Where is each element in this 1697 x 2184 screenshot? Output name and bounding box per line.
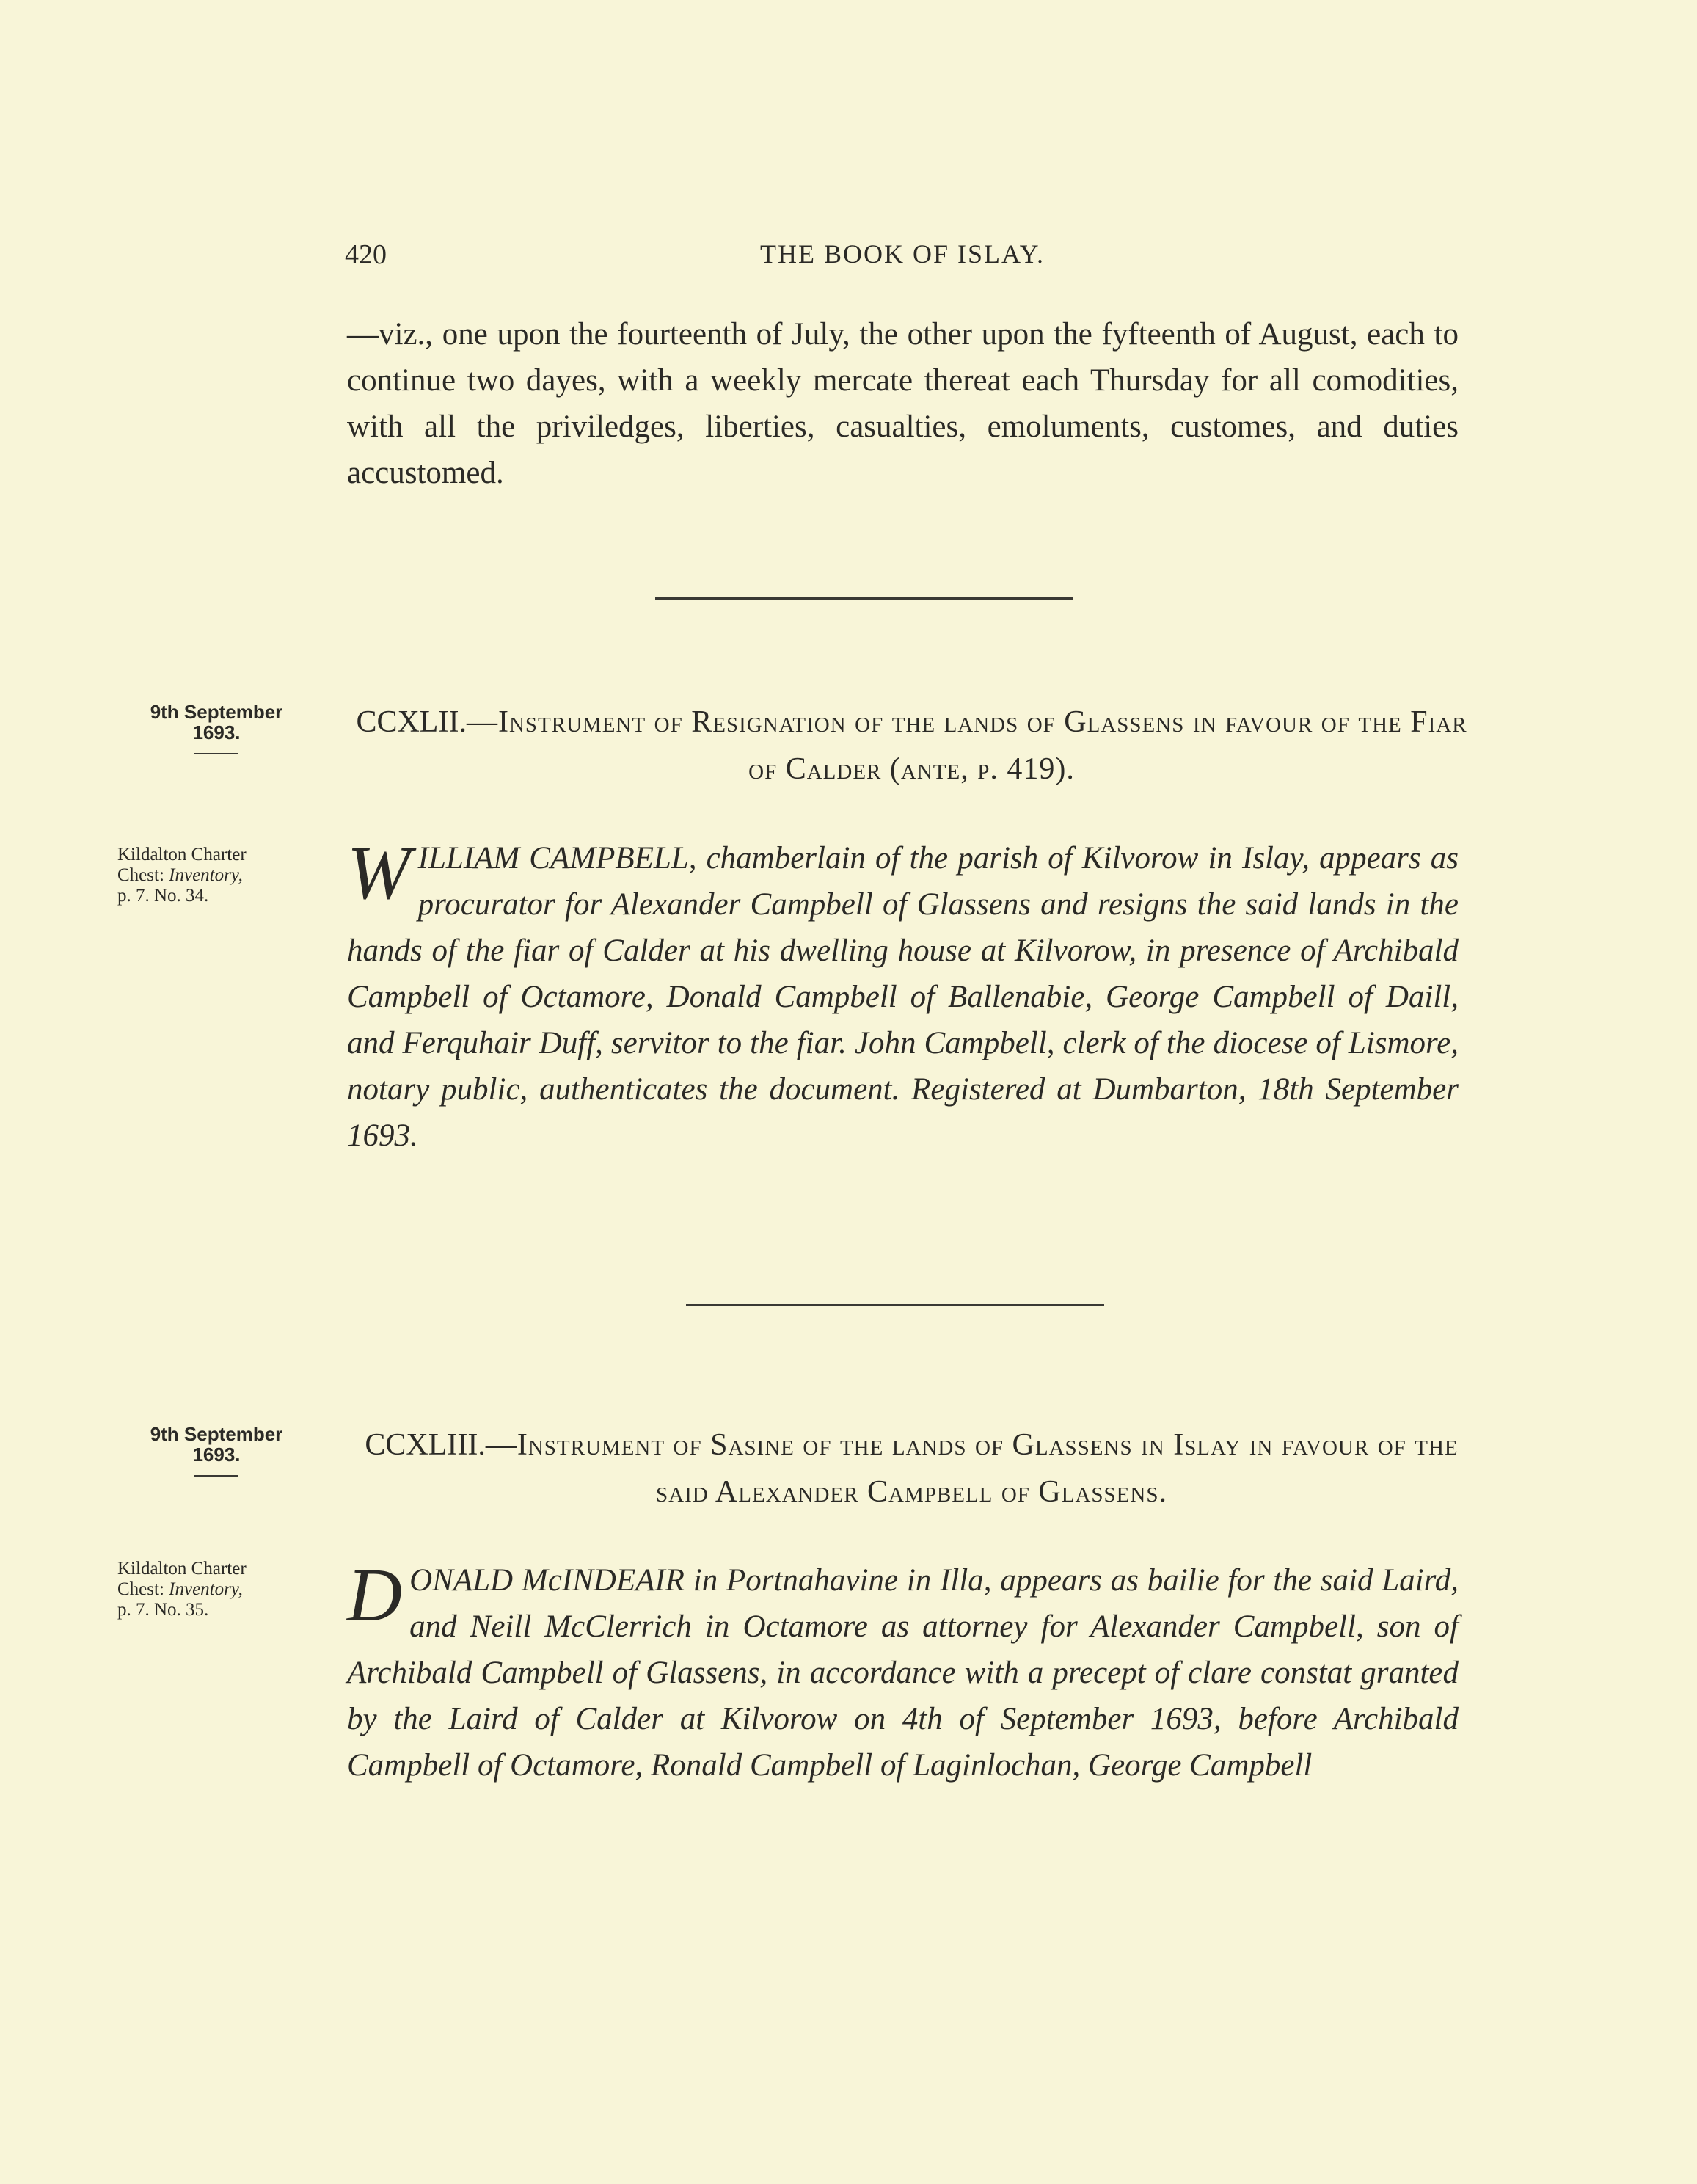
entry-heading	[356, 699, 1467, 793]
margin-ref-line: p. 7. No. 35.	[117, 1600, 209, 1620]
page-header	[345, 239, 1460, 275]
section-divider	[686, 1304, 1104, 1306]
heading-title: —Instrument of Sasine of the lands of Glassens in Islay in favour of the said Alexander Campbell of Glassens.	[485, 1428, 1459, 1509]
margin-ref-line: Chest: Inventory,	[117, 865, 243, 885]
heading-number: CCXLIII.	[365, 1428, 486, 1462]
margin-ref-line: Chest: Inventory,	[117, 1579, 243, 1599]
margin-reference	[117, 1559, 323, 1620]
entry-body	[347, 1553, 1459, 1788]
margin-reference	[117, 845, 323, 906]
margin-ref-line: p. 7. No. 34.	[117, 886, 209, 906]
heading-number: CCXLII.	[356, 705, 467, 739]
drop-cap: W	[347, 831, 411, 915]
entry-body-text: ILLIAM CAMPBELL, chamberlain of the parish of Kilvorow in Islay, appears as procurator for Alexander Campbell of Glassens and resigns the said lands in the hands of the fiar of Calder at his dwelling house at Kilvorow, in presence of Archibald Campbell of Octamore, Donald Campbell of Ballenabie, George Campbell of Daill, and Ferquhair Duff, servitor to the fiar. John Campbell, clerk of the diocese of Lismore, notary public, authenticates the document. Registered at Dumbarton, 18th September 1693.	[347, 841, 1459, 1153]
entry-body-text: ONALD McINDEAIR in Portnahavine in Illa, appears as bailie for the said Laird, and Neill McClerrich in Octamore as attorney for Alexander Campbell, son of Archibald Campbell of Glassens, in accordance with a precept of clare constat granted by the Laird of Calder at Kilvorow on 4th of September 1693, before Archibald Campbell of Octamore, Ronald Campbell of Laginlochan, George Campbell	[347, 1563, 1459, 1783]
intro-paragraph: —viz., one upon the fourteenth of July, the other upon the fyfteenth of August, each to continue two dayes, with a weekly mercate thereat each Thursday for all comodities, with all the priviledges, liberties, casualties, emoluments, customes, and duties accustomed.	[347, 317, 1459, 490]
section-divider	[655, 597, 1073, 600]
margin-date-rule	[194, 1475, 238, 1477]
margin-date-rule	[194, 753, 238, 754]
margin-date-day: 9th September	[150, 701, 283, 723]
heading-title: —Instrument of Resignation of the lands of Glassens in favour of the Fiar of Calder (ante, p. 419).	[466, 705, 1467, 786]
margin-date-year: 1693.	[192, 1444, 241, 1466]
margin-ref-line: Kildalton Charter	[117, 1559, 247, 1579]
entry-body	[347, 831, 1459, 1159]
margin-date-year: 1693.	[192, 721, 241, 743]
drop-cap: D	[347, 1553, 403, 1637]
margin-date	[110, 1424, 323, 1477]
margin-ref-line: Kildalton Charter	[117, 845, 247, 864]
running-head: THE BOOK OF ISLAY.	[759, 239, 1045, 269]
margin-date-day: 9th September	[150, 1423, 283, 1445]
entry-heading	[356, 1422, 1467, 1515]
margin-date	[110, 702, 323, 754]
page-number: 420	[345, 239, 387, 270]
